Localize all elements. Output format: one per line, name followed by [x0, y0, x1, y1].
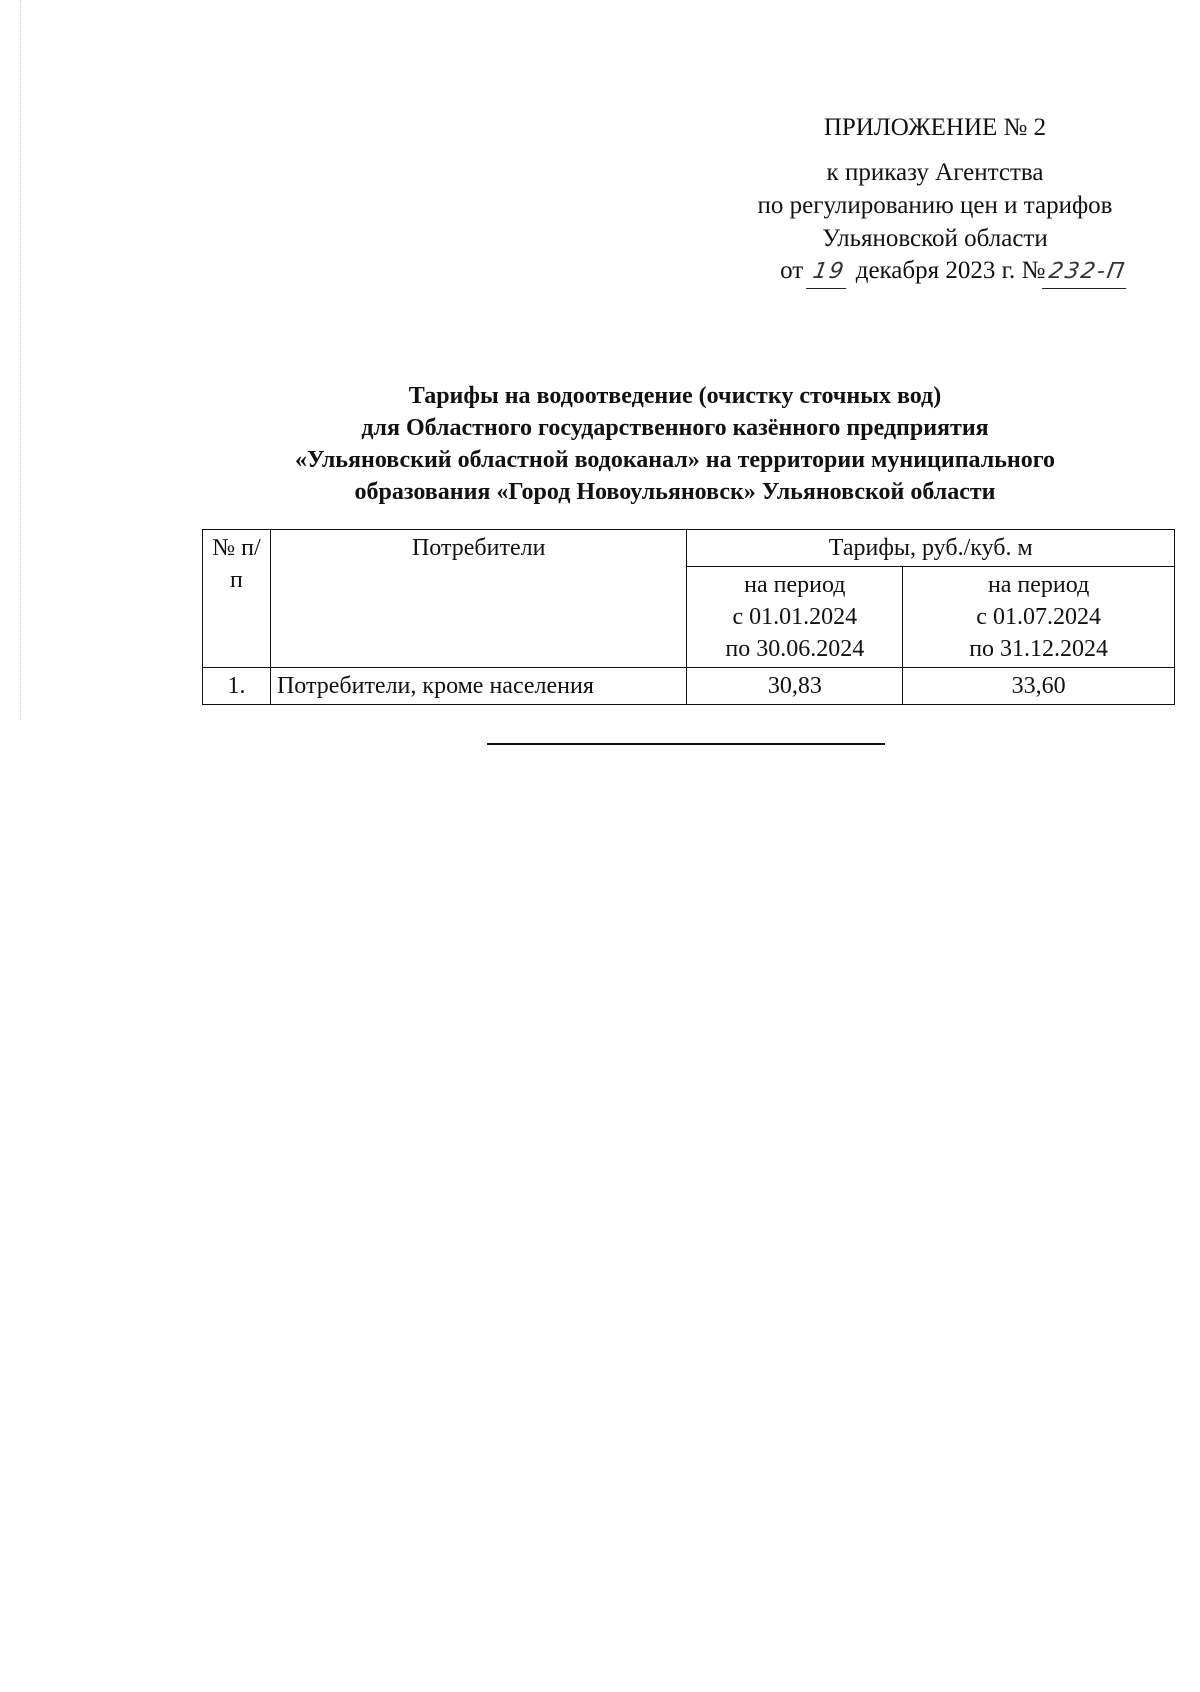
header-period-2 — [903, 567, 1175, 668]
period-text: с 01.07.2024 — [976, 604, 1101, 630]
handwritten-day: 19 — [806, 255, 852, 289]
document-title — [150, 380, 1200, 508]
appendix-label: ПРИЛОЖЕНИЕ № 2 — [823, 114, 1047, 141]
row-tariff-2: 33,60 — [903, 668, 1175, 705]
header-tariffs: Тарифы, руб./куб. м — [687, 530, 1175, 567]
date-prefix: от — [780, 257, 804, 284]
order-date-line — [720, 254, 1190, 289]
title-line: Тарифы на водоотведение (очистку сточных вод) — [408, 383, 942, 409]
tariff-table — [202, 529, 1175, 705]
closing-rule — [487, 743, 885, 745]
scan-edge — [20, 0, 22, 720]
row-tariff-1: 30,83 — [687, 668, 903, 705]
period-text: на период — [987, 572, 1090, 598]
row-consumer: Потребители, кроме населения — [270, 668, 687, 705]
row-num: 1. — [203, 668, 271, 705]
period-text: по 30.06.2024 — [725, 636, 865, 662]
header-num: № п/п — [203, 530, 271, 668]
table-row — [203, 668, 1175, 705]
order-ref-line2: по регулированию цен и тарифов — [757, 192, 1113, 219]
period-text: с 01.01.2024 — [732, 604, 858, 630]
title-line: образования «Город Новоульяновск» Ульяновской области — [354, 479, 996, 505]
handwritten-order-number: 232-П — [1042, 255, 1132, 289]
title-line: «Ульяновский областной водоканал» на территории муниципального — [294, 447, 1056, 473]
period-text: по 31.12.2024 — [969, 636, 1109, 662]
period-text: на период — [744, 572, 846, 598]
header-consumers: Потребители — [270, 530, 687, 668]
date-rest: декабря 2023 г. № — [855, 257, 1046, 284]
order-ref-line1: к приказу Агентства — [826, 159, 1044, 186]
order-ref-line3: Ульяновской области — [822, 225, 1048, 252]
title-line: для Областного государственного казённого предприятия — [361, 415, 989, 441]
header-period-1 — [687, 567, 903, 668]
